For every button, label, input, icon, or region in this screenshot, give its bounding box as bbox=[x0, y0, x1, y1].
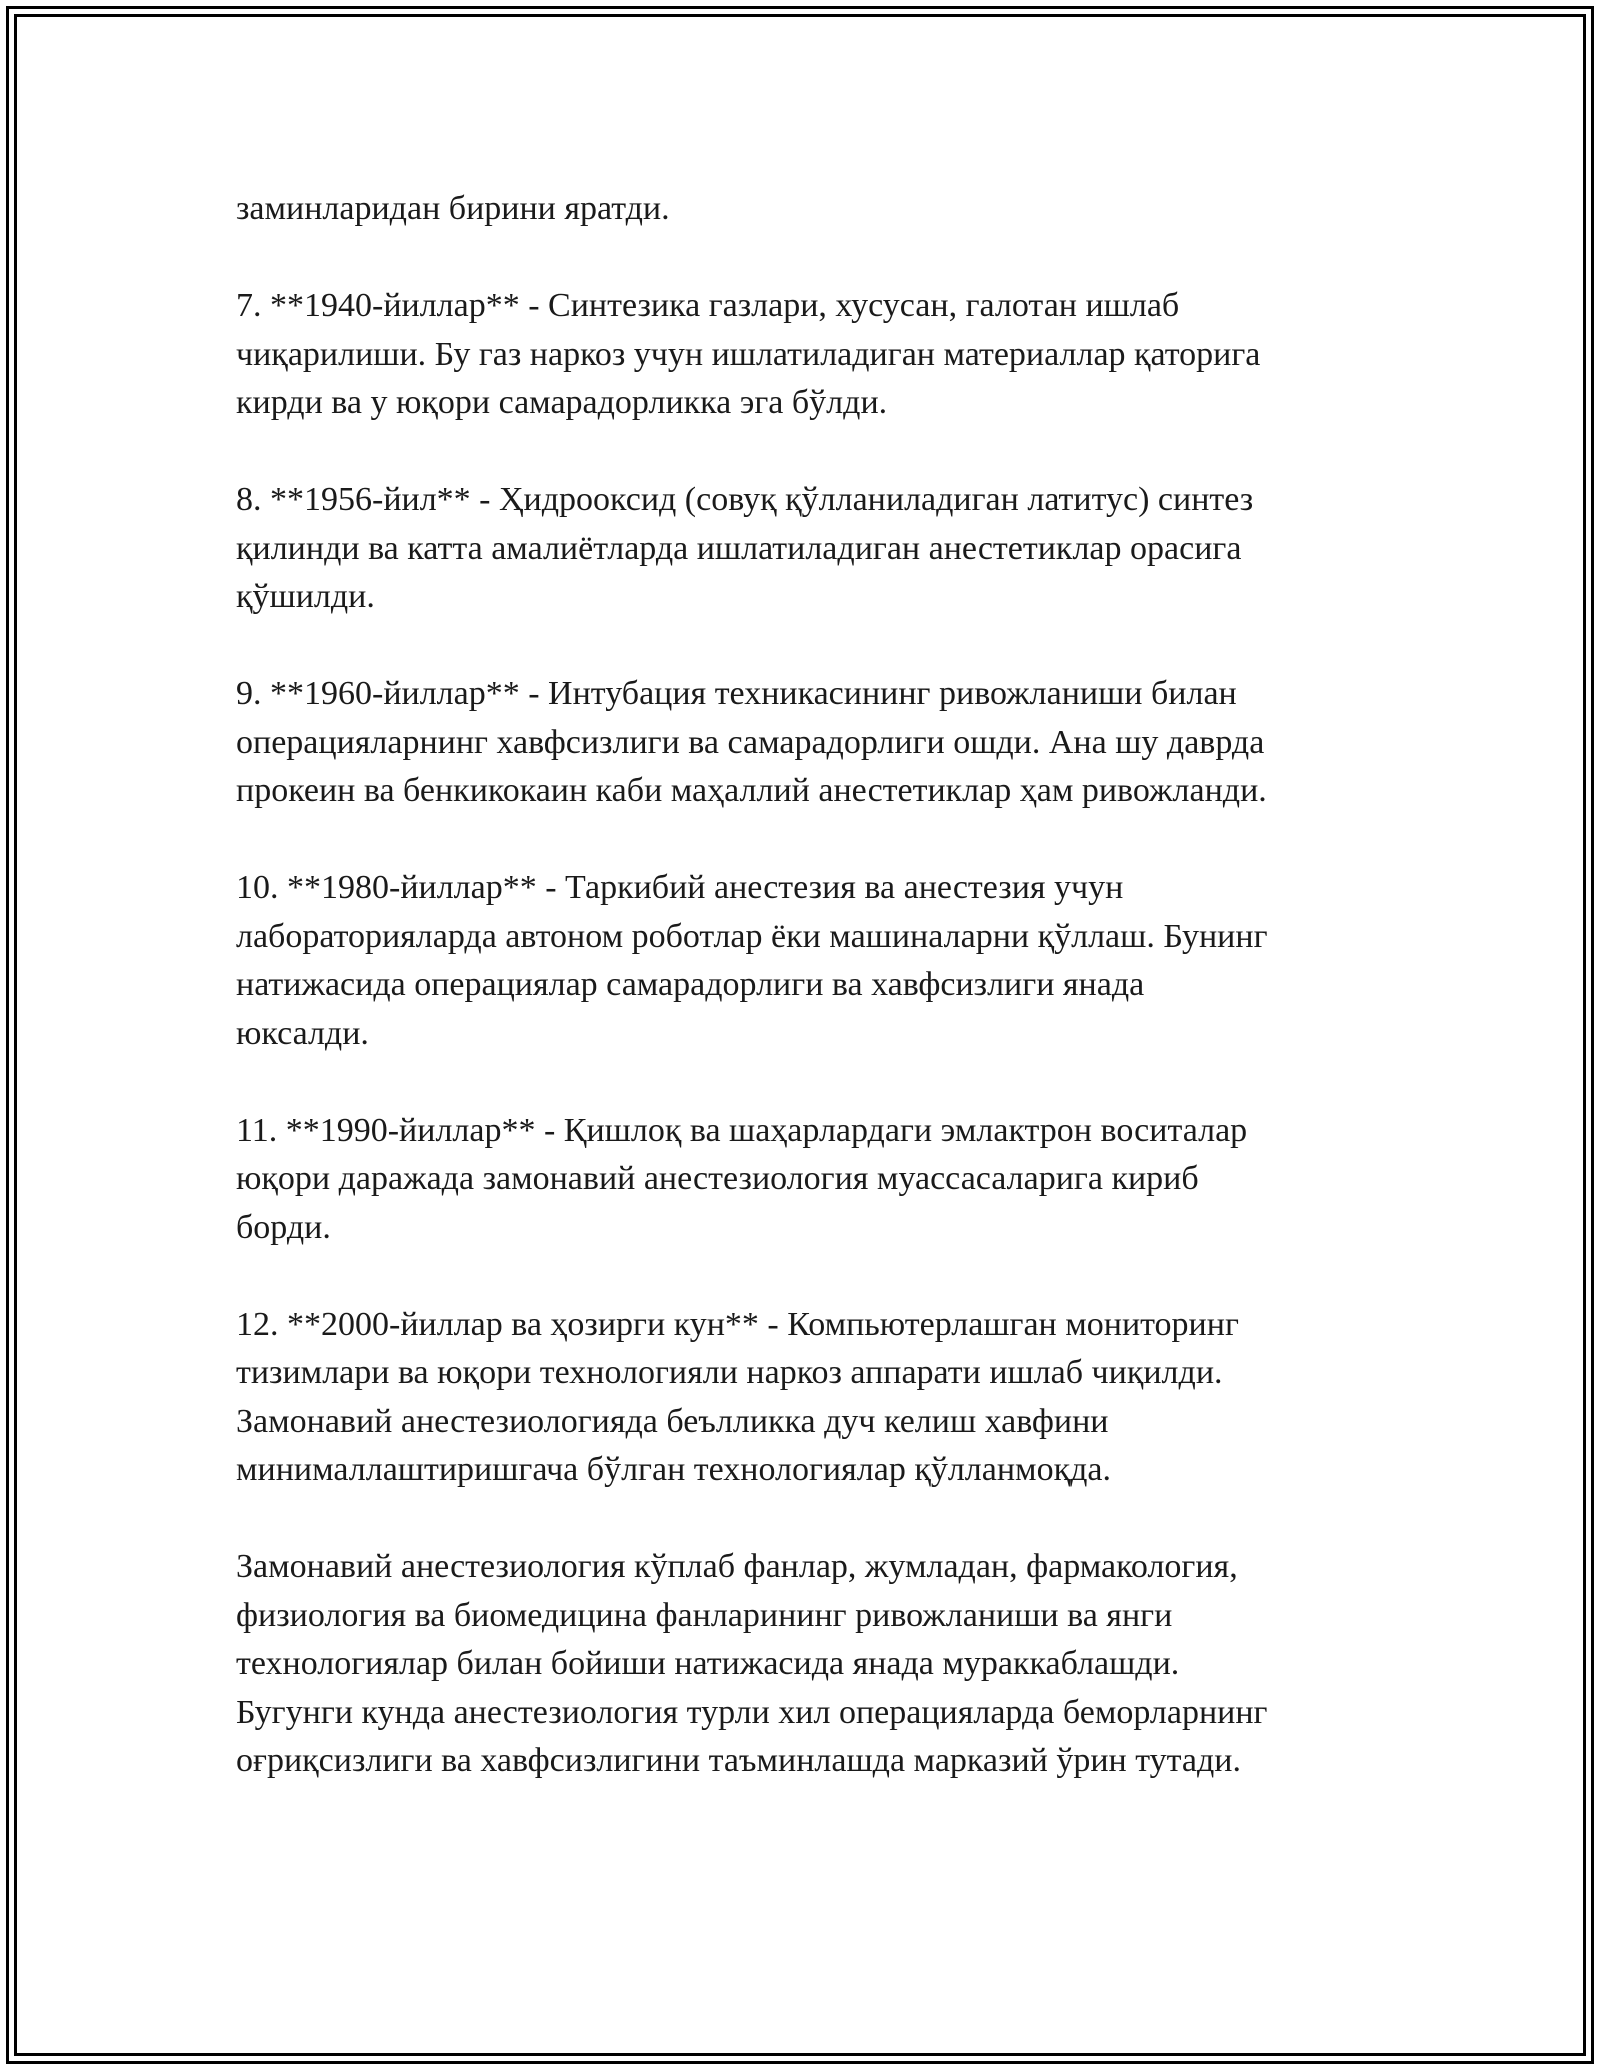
text-line: юқори даражада замонавий анестезиология муассасаларига кириб bbox=[236, 1160, 1199, 1197]
text-line: 11. **1990-йиллар** - Қишлоқ ва шаҳарлардаги эмлактрон воситалар bbox=[236, 1111, 1248, 1149]
text-line: чиқарилиши. Бу газ наркоз учун ишлатиладиган материаллар қаторига bbox=[236, 335, 1261, 373]
text-line: 10. **1980-йиллар** - Таркибий анестезия ва анестезия учун bbox=[236, 869, 1124, 906]
text-line: физиология ва биомедицина фанларининг ривожланиши ва янги bbox=[236, 1596, 1173, 1634]
text-line: 12. **2000-йиллар ва ҳозирги кун** - Компьютерлашган мониторинг bbox=[236, 1305, 1239, 1343]
paragraph-continuation bbox=[236, 185, 1386, 234]
text-line: қилинди ва катта амалиётларда ишлатиладиган анестетиклар орасига bbox=[236, 529, 1242, 567]
text-line: натижасида операциялар самарадорлиги ва хавфсизлиги янада bbox=[236, 966, 1145, 1003]
text-line: лабораторияларда автоном роботлар ёки машиналарни қўллаш. Бунинг bbox=[236, 917, 1268, 955]
document-body bbox=[236, 185, 1386, 1834]
text-line: Бугунги кунда анестезиология турли хил операцияларда беморларнинг bbox=[236, 1693, 1268, 1731]
text-line: борди. bbox=[236, 1208, 331, 1246]
list-item-1956 bbox=[236, 476, 1386, 622]
text-line: 9. **1960-йиллар** - Интубация техникасининг ривожланиши билан bbox=[236, 675, 1237, 712]
text-line: прокеин ва бенкикокаин каби маҳаллий анестетиклар ҳам ривожланди. bbox=[236, 772, 1267, 809]
text-line: тизимлари ва юқори технологияли наркоз аппарати ишлаб чиқилди. bbox=[236, 1354, 1223, 1391]
text-line: технологиялар билан бойиши натижасида янада мураккаблашди. bbox=[236, 1645, 1180, 1682]
list-item-1960 bbox=[236, 670, 1386, 816]
text-line: оғриқсизлиги ва хавфсизлигини таъминлашда марказий ўрин тутади. bbox=[236, 1742, 1241, 1779]
list-item-2000 bbox=[236, 1301, 1386, 1495]
text-line: кирди ва у юқори самарадорликка эга бўлди. bbox=[236, 384, 888, 421]
text-line: минималлаштиришгача бўлган технологиялар қўлланмоқда. bbox=[236, 1451, 1111, 1488]
list-item-1980 bbox=[236, 864, 1386, 1058]
conclusion-paragraph bbox=[236, 1543, 1386, 1786]
text-line: 7. **1940-йиллар** - Синтезика газлари, хусусан, галотан ишлаб bbox=[236, 287, 1180, 324]
text-line: операцияларнинг хавфсизлиги ва самарадорлиги ошди. Ана шу даврда bbox=[236, 723, 1265, 761]
text-line: 8. **1956-йил** - Ҳидрооксид (совуқ қўлланиладиган латитус) синтез bbox=[236, 481, 1254, 518]
text-line: Замонавий анестезиологияда беълликка дуч келиш хавфини bbox=[236, 1402, 1109, 1440]
text-line: Замонавий анестезиология кўплаб фанлар, жумладан, фармакология, bbox=[236, 1548, 1238, 1585]
list-item-1940 bbox=[236, 282, 1386, 428]
text-line: қўшилди. bbox=[236, 578, 375, 615]
list-item-1990 bbox=[236, 1107, 1386, 1253]
text-line: юксалди. bbox=[236, 1014, 369, 1052]
text-line: заминларидан бирини яратди. bbox=[236, 190, 670, 227]
